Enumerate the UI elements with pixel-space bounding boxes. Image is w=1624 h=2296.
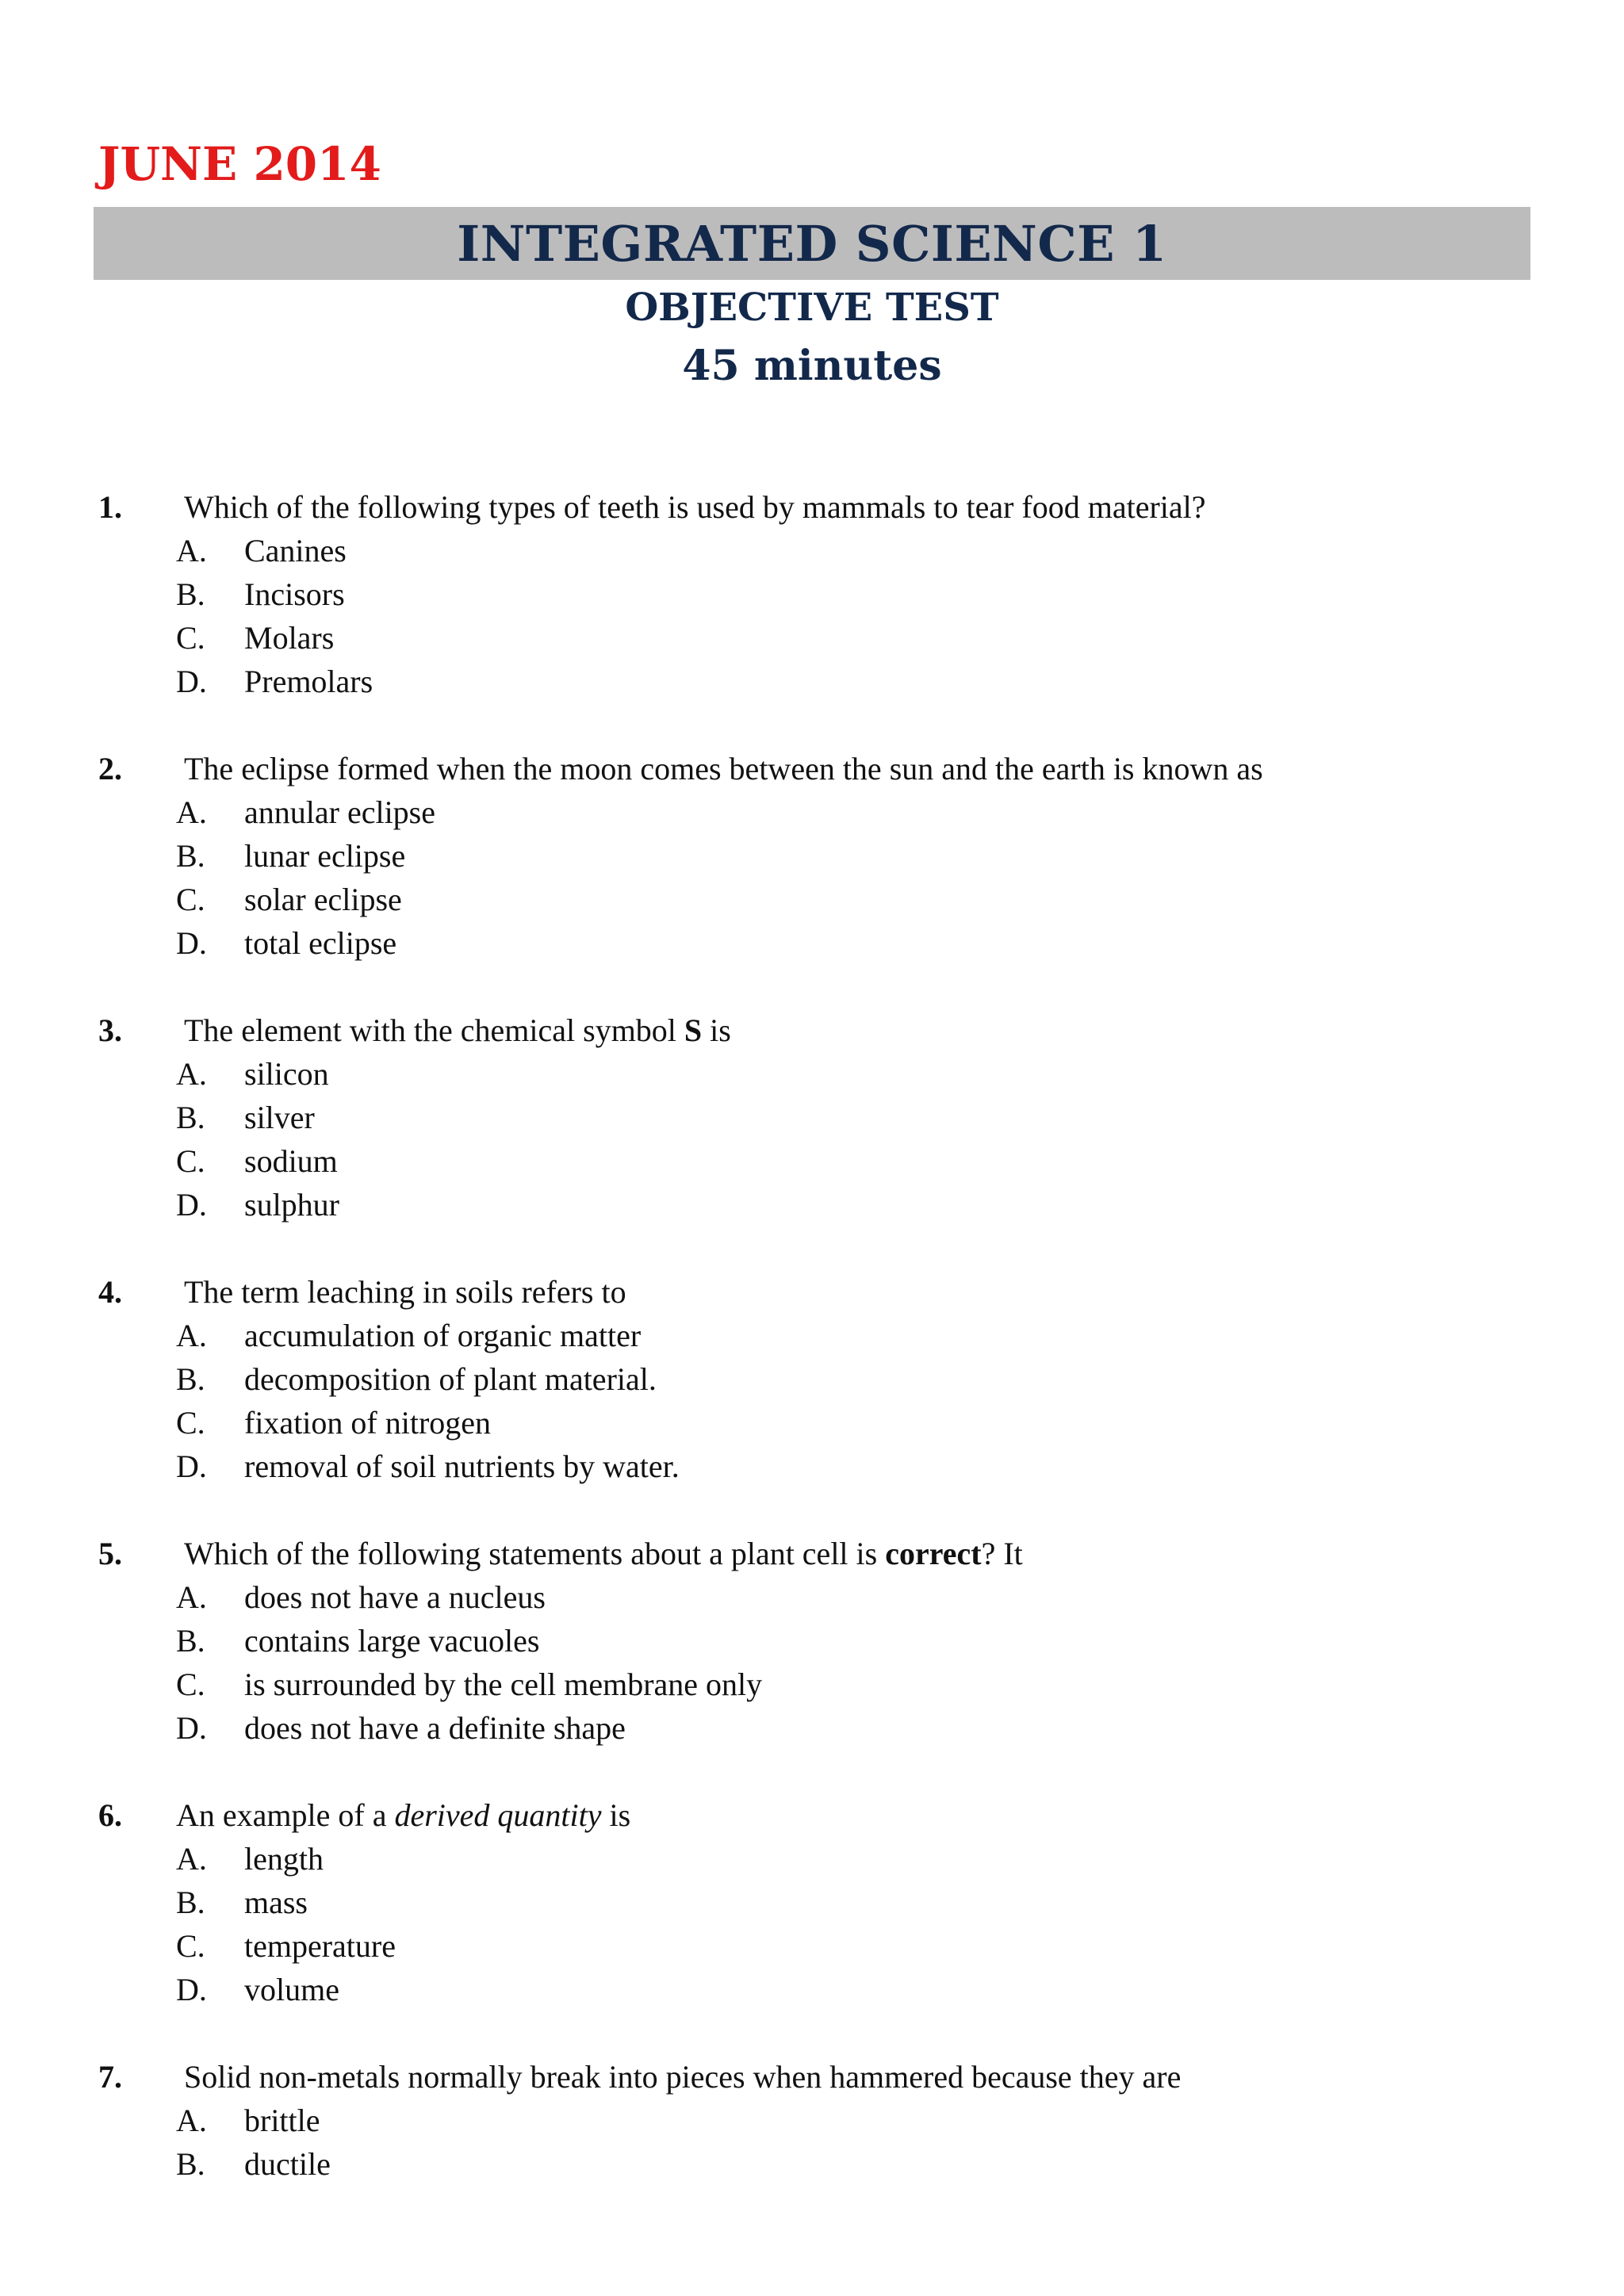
question-text-italic: derived quantity (394, 1797, 602, 1833)
question-number: 5. (98, 1536, 122, 1571)
exam-date: JUNE 2014 (98, 137, 381, 191)
option-text: removal of soil nutrients by water. (244, 1448, 680, 1484)
question-text (184, 1532, 1023, 1575)
question-6 (98, 1793, 1526, 2011)
option-letter: D. (176, 1187, 207, 1223)
exam-duration: 45 minutes (682, 342, 942, 390)
option-a (98, 1575, 1526, 1619)
option-text: fixation of nitrogen (244, 1405, 492, 1441)
option-text: lunar eclipse (244, 838, 406, 874)
exam-subtitle: OBJECTIVE TEST (625, 285, 999, 330)
option-letter: D. (176, 925, 207, 961)
option-letter: A. (176, 794, 207, 830)
option-text: total eclipse (244, 925, 397, 961)
question-stem (98, 747, 1526, 790)
question-stem (98, 1270, 1526, 1314)
option-b (98, 2142, 1526, 2186)
question-text (184, 1008, 731, 1052)
question-3 (98, 1008, 1526, 1226)
option-letter: A. (176, 1579, 207, 1615)
option-text: annular eclipse (244, 794, 435, 830)
option-text: contains large vacuoles (244, 1623, 540, 1659)
option-d (98, 921, 1526, 965)
question-stem (98, 1008, 1526, 1052)
option-letter: B. (176, 576, 205, 612)
question-stem (98, 1532, 1526, 1575)
option-letter: A. (176, 2103, 207, 2138)
question-text: The eclipse formed when the moon comes between the sun and the earth is known as (184, 751, 1263, 786)
question-stem (98, 1793, 1526, 1837)
title-band (94, 207, 1530, 280)
option-c (98, 1924, 1526, 1968)
question-number: 3. (98, 1012, 122, 1048)
question-text (176, 1793, 630, 1837)
option-text: accumulation of organic matter (244, 1318, 642, 1353)
question-number: 2. (98, 751, 122, 786)
question-list (98, 485, 1526, 2229)
option-text: silicon (244, 1056, 329, 1092)
option-text: sulphur (244, 1187, 339, 1223)
option-d (98, 1183, 1526, 1226)
option-letter: B. (176, 1361, 205, 1397)
option-text: solar eclipse (244, 882, 402, 917)
question-stem (98, 2055, 1526, 2099)
question-text-part: The element with the chemical symbol (184, 1012, 684, 1048)
option-letter: C. (176, 1928, 205, 1964)
option-letter: B. (176, 1623, 205, 1659)
option-c (98, 1663, 1526, 1706)
option-text: does not have a nucleus (244, 1579, 546, 1615)
option-letter: A. (176, 533, 207, 568)
option-text: is surrounded by the cell membrane only (244, 1667, 763, 1702)
option-text: sodium (244, 1143, 338, 1179)
option-letter: C. (176, 620, 205, 656)
question-number: 4. (98, 1274, 122, 1310)
question-text: Solid non-metals normally break into pieces when hammered because they are (184, 2059, 1182, 2095)
question-text-part: An example of a (176, 1797, 395, 1833)
option-d (98, 1706, 1526, 1750)
exam-title: INTEGRATED SCIENCE 1 (457, 214, 1167, 273)
option-b (98, 572, 1526, 616)
option-letter: B. (176, 1885, 205, 1920)
question-text-part: Which of the following statements about a plant cell is (184, 1536, 886, 1571)
option-a (98, 2099, 1526, 2142)
option-letter: B. (176, 2146, 205, 2182)
option-a (98, 1837, 1526, 1881)
option-a (98, 790, 1526, 834)
option-text: Canines (244, 533, 347, 568)
question-text-part: ? It (981, 1536, 1023, 1571)
question-2 (98, 747, 1526, 965)
option-text: Incisors (244, 576, 345, 612)
option-letter: D. (176, 664, 207, 699)
question-text: Which of the following types of teeth is used by mammals to tear food material? (184, 489, 1206, 525)
option-text: ductile (244, 2146, 331, 2182)
option-c (98, 1139, 1526, 1183)
option-text: decomposition of plant material. (244, 1361, 657, 1397)
option-b (98, 1357, 1526, 1401)
option-letter: D. (176, 1972, 207, 2007)
option-letter: B. (176, 1100, 205, 1135)
question-text-bold: S (684, 1012, 703, 1048)
option-text: mass (244, 1885, 308, 1920)
question-number: 6. (98, 1797, 122, 1833)
option-text: does not have a definite shape (244, 1710, 626, 1746)
option-b (98, 1881, 1526, 1924)
question-number: 1. (98, 489, 122, 525)
option-letter: C. (176, 1143, 205, 1179)
option-d (98, 1968, 1526, 2011)
option-letter: C. (176, 1405, 205, 1441)
option-c (98, 878, 1526, 921)
option-letter: A. (176, 1318, 207, 1353)
question-text: The term leaching in soils refers to (184, 1274, 626, 1310)
option-letter: C. (176, 882, 205, 917)
option-a (98, 529, 1526, 572)
question-1 (98, 485, 1526, 703)
option-letter: D. (176, 1448, 207, 1484)
option-letter: C. (176, 1667, 205, 1702)
option-b (98, 834, 1526, 878)
question-text-bold: correct (885, 1536, 982, 1571)
option-text: Molars (244, 620, 335, 656)
option-d (98, 1445, 1526, 1488)
option-d (98, 660, 1526, 703)
question-number: 7. (98, 2059, 122, 2095)
option-text: length (244, 1841, 324, 1877)
option-text: volume (244, 1972, 339, 2007)
option-c (98, 616, 1526, 660)
question-4 (98, 1270, 1526, 1488)
question-stem (98, 485, 1526, 529)
question-text-part: is (601, 1797, 631, 1833)
option-letter: A. (176, 1056, 207, 1092)
option-b (98, 1619, 1526, 1663)
option-text: brittle (244, 2103, 320, 2138)
question-5 (98, 1532, 1526, 1750)
question-7 (98, 2055, 1526, 2186)
option-letter: A. (176, 1841, 207, 1877)
option-c (98, 1401, 1526, 1445)
option-b (98, 1096, 1526, 1139)
option-letter: B. (176, 838, 205, 874)
option-letter: D. (176, 1710, 207, 1746)
option-a (98, 1314, 1526, 1357)
option-text: silver (244, 1100, 315, 1135)
option-text: temperature (244, 1928, 396, 1964)
option-text: Premolars (244, 664, 373, 699)
question-text-part: is (702, 1012, 731, 1048)
option-a (98, 1052, 1526, 1096)
